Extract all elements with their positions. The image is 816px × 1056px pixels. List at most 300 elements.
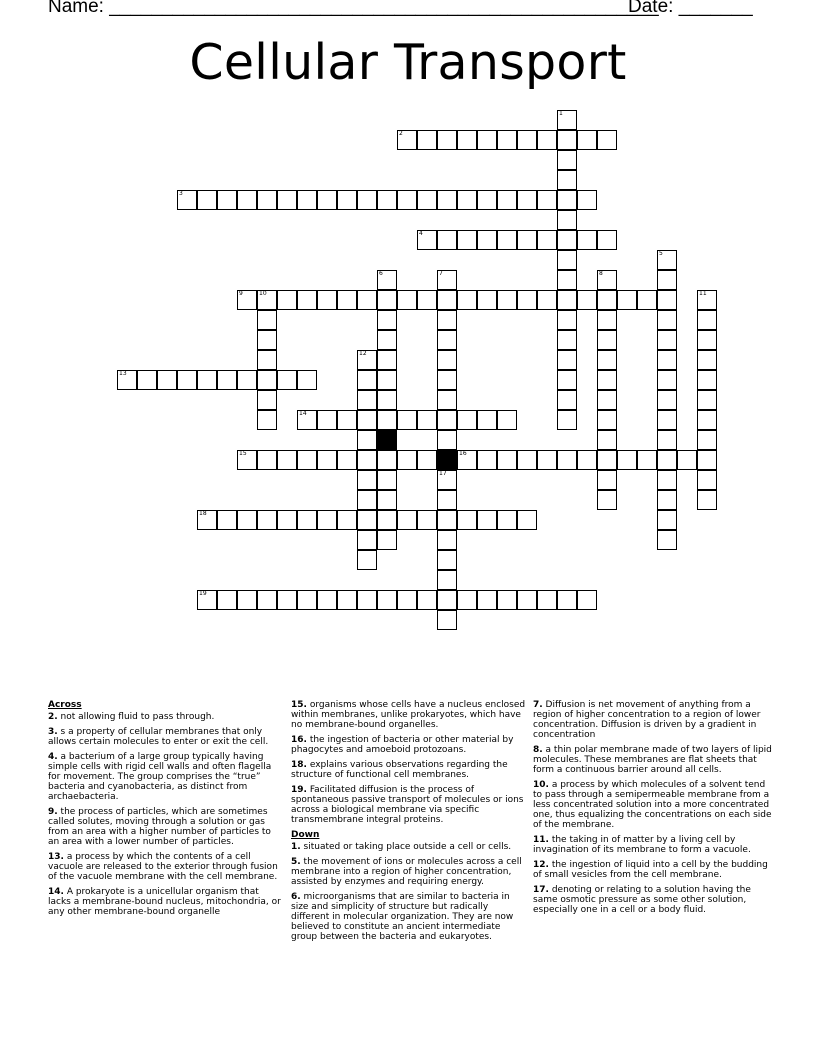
grid-cell[interactable] bbox=[617, 290, 637, 310]
grid-cell[interactable] bbox=[497, 510, 517, 530]
grid-cell[interactable] bbox=[437, 570, 457, 590]
grid-cell[interactable] bbox=[377, 270, 397, 290]
grid-cell[interactable] bbox=[617, 450, 637, 470]
grid-cell[interactable] bbox=[397, 590, 417, 610]
grid-cell[interactable] bbox=[657, 410, 677, 430]
clue-item-number: 9. bbox=[48, 807, 58, 817]
clue-item-text: Facilitated diffusion is the process of spontaneous passive transport of molecules or ions across a biological membrane via specific transmembrane integral proteins. bbox=[291, 785, 524, 825]
grid-cell[interactable] bbox=[557, 110, 577, 130]
grid-cell[interactable] bbox=[377, 450, 397, 470]
grid-cell[interactable] bbox=[357, 490, 377, 510]
grid-cell[interactable] bbox=[237, 590, 257, 610]
grid-cell[interactable] bbox=[477, 190, 497, 210]
clue-item bbox=[533, 745, 773, 775]
grid-cell[interactable] bbox=[417, 190, 437, 210]
clue-item-number: 6. bbox=[291, 892, 301, 902]
grid-cell[interactable] bbox=[697, 470, 717, 490]
grid-cell[interactable] bbox=[217, 510, 237, 530]
grid-cell[interactable] bbox=[377, 410, 397, 430]
grid-cell[interactable] bbox=[337, 590, 357, 610]
grid-cell[interactable] bbox=[657, 490, 677, 510]
grid-cell[interactable] bbox=[437, 130, 457, 150]
clue-item bbox=[291, 700, 527, 730]
clue-item-text: not allowing fluid to pass through. bbox=[57, 712, 215, 722]
grid-cell[interactable] bbox=[457, 510, 477, 530]
grid-cell[interactable] bbox=[257, 590, 277, 610]
grid-cell[interactable] bbox=[497, 450, 517, 470]
clue-item-text: a bacterium of a large group typically having simple cells with rigid cell walls and often flagella for movement. The group comprises the “true” bacteria and cyanobacteria, as distinct from archaebacteria. bbox=[48, 752, 272, 802]
grid-cell[interactable] bbox=[437, 610, 457, 630]
grid-cell[interactable] bbox=[557, 210, 577, 230]
grid-cell[interactable] bbox=[497, 410, 517, 430]
grid-cell[interactable] bbox=[537, 230, 557, 250]
grid-cell[interactable] bbox=[377, 470, 397, 490]
grid-cell[interactable] bbox=[697, 290, 717, 310]
clue-item-number: 7. bbox=[533, 700, 543, 710]
grid-cell[interactable] bbox=[237, 450, 257, 470]
grid-cell[interactable] bbox=[437, 410, 457, 430]
clue-number: 8 bbox=[599, 270, 603, 277]
clue-item bbox=[533, 860, 773, 880]
grid-cell[interactable] bbox=[417, 230, 437, 250]
grid-cell[interactable] bbox=[497, 290, 517, 310]
grid-cell[interactable] bbox=[257, 510, 277, 530]
grid-cell[interactable] bbox=[557, 230, 577, 250]
grid-cell[interactable] bbox=[377, 350, 397, 370]
grid-cell[interactable] bbox=[217, 190, 237, 210]
grid-cell[interactable] bbox=[537, 130, 557, 150]
grid-cell[interactable] bbox=[537, 290, 557, 310]
grid-cell[interactable] bbox=[657, 510, 677, 530]
grid-cell[interactable] bbox=[577, 230, 597, 250]
grid-cell[interactable] bbox=[497, 130, 517, 150]
clue-item bbox=[48, 807, 284, 847]
grid-cell[interactable] bbox=[437, 510, 457, 530]
grid-cell[interactable] bbox=[357, 470, 377, 490]
grid-cell[interactable] bbox=[697, 330, 717, 350]
grid-cell[interactable] bbox=[597, 450, 617, 470]
clue-item bbox=[291, 760, 527, 780]
grid-cell[interactable] bbox=[457, 290, 477, 310]
grid-cell[interactable] bbox=[317, 510, 337, 530]
grid-cell[interactable] bbox=[577, 450, 597, 470]
grid-cell[interactable] bbox=[297, 590, 317, 610]
grid-cell[interactable] bbox=[397, 510, 417, 530]
grid-cell[interactable] bbox=[377, 490, 397, 510]
grid-cell[interactable] bbox=[517, 230, 537, 250]
grid-cell[interactable] bbox=[557, 290, 577, 310]
clue-number: 10 bbox=[259, 290, 267, 297]
grid-cell[interactable] bbox=[477, 510, 497, 530]
grid-cell[interactable] bbox=[437, 490, 457, 510]
grid-cell[interactable] bbox=[357, 190, 377, 210]
grid-cell[interactable] bbox=[577, 190, 597, 210]
grid-cell[interactable] bbox=[557, 370, 577, 390]
grid-cell[interactable] bbox=[577, 590, 597, 610]
grid-cell[interactable] bbox=[557, 250, 577, 270]
clue-item bbox=[291, 857, 527, 887]
clue-item-number: 14. bbox=[48, 887, 64, 897]
clue-number: 16 bbox=[459, 450, 467, 457]
grid-cell[interactable] bbox=[577, 130, 597, 150]
grid-cell[interactable] bbox=[477, 590, 497, 610]
grid-cell[interactable] bbox=[557, 450, 577, 470]
grid-cell[interactable] bbox=[697, 430, 717, 450]
grid-cell[interactable] bbox=[497, 230, 517, 250]
grid-cell[interactable] bbox=[337, 510, 357, 530]
grid-cell[interactable] bbox=[377, 590, 397, 610]
clue-item-number: 4. bbox=[48, 752, 58, 762]
grid-cell[interactable] bbox=[637, 450, 657, 470]
grid-cell[interactable] bbox=[557, 150, 577, 170]
grid-cell[interactable] bbox=[317, 190, 337, 210]
grid-cell[interactable] bbox=[397, 410, 417, 430]
grid-cell[interactable] bbox=[297, 450, 317, 470]
grid-cell[interactable] bbox=[557, 190, 577, 210]
across-heading: Across bbox=[48, 700, 82, 710]
grid-cell[interactable] bbox=[317, 590, 337, 610]
grid-cell[interactable] bbox=[517, 590, 537, 610]
grid-cell[interactable] bbox=[657, 330, 677, 350]
grid-cell[interactable] bbox=[437, 190, 457, 210]
clue-number: 3 bbox=[179, 190, 183, 197]
grid-cell[interactable] bbox=[477, 290, 497, 310]
grid-cell[interactable] bbox=[597, 270, 617, 290]
grid-cell[interactable] bbox=[697, 310, 717, 330]
date-field[interactable]: Date: _______ bbox=[628, 0, 753, 17]
clue-item bbox=[291, 735, 527, 755]
grid-cell[interactable] bbox=[437, 310, 457, 330]
clue-item-text: the movement of ions or molecules across a cell membrane into a region of higher concentration, assisted by enzymes and requiring energy. bbox=[291, 857, 522, 887]
grid-cell[interactable] bbox=[417, 450, 437, 470]
grid-cell[interactable] bbox=[237, 370, 257, 390]
grid-cell[interactable] bbox=[457, 230, 477, 250]
grid-cell[interactable] bbox=[517, 190, 537, 210]
grid-cell[interactable] bbox=[257, 450, 277, 470]
grid-cell[interactable] bbox=[657, 530, 677, 550]
clue-item-text: microorganisms that are similar to bacteria in size and simplicity of structure but radically different in molecular organization. They are now believed to constitute an ancient intermediate group between the bacteria and eukaryotes. bbox=[291, 892, 514, 942]
clue-item bbox=[291, 785, 527, 825]
clue-item-text: the process of particles, which are sometimes called solutes, moving through a solution or gas from an area with a higher number of particles to an area with a lower number of particles. bbox=[48, 807, 271, 847]
clue-item bbox=[48, 852, 284, 882]
grid-cell[interactable] bbox=[557, 350, 577, 370]
grid-cell[interactable] bbox=[237, 510, 257, 530]
grid-cell[interactable] bbox=[257, 350, 277, 370]
clue-number: 18 bbox=[199, 510, 207, 517]
grid-cell[interactable] bbox=[657, 470, 677, 490]
grid-cell[interactable] bbox=[257, 190, 277, 210]
grid-cell[interactable] bbox=[297, 410, 317, 430]
clues-column-3 bbox=[533, 700, 773, 920]
grid-cell[interactable] bbox=[437, 430, 457, 450]
grid-cell[interactable] bbox=[497, 590, 517, 610]
grid-cell[interactable] bbox=[697, 410, 717, 430]
grid-cell[interactable] bbox=[337, 290, 357, 310]
grid-cell[interactable] bbox=[457, 590, 477, 610]
grid-cell[interactable] bbox=[497, 190, 517, 210]
grid-cell[interactable] bbox=[157, 370, 177, 390]
grid-cell[interactable] bbox=[397, 190, 417, 210]
clue-item-number: 11. bbox=[533, 835, 549, 845]
clue-item-text: a thin polar membrane made of two layers of lipid molecules. These membranes are flat sheets that form a continuous barrier around all cells. bbox=[533, 745, 772, 775]
grid-cell[interactable] bbox=[637, 290, 657, 310]
clue-item-text: situated or taking place outside a cell or cells. bbox=[300, 842, 512, 852]
grid-cell[interactable] bbox=[197, 190, 217, 210]
grid-cell[interactable] bbox=[477, 130, 497, 150]
grid-cell[interactable] bbox=[657, 290, 677, 310]
grid-cell[interactable] bbox=[257, 310, 277, 330]
grid-cell[interactable] bbox=[477, 450, 497, 470]
grid-cell[interactable] bbox=[697, 390, 717, 410]
grid-cell[interactable] bbox=[577, 290, 597, 310]
grid-cell[interactable] bbox=[257, 370, 277, 390]
grid-cell[interactable] bbox=[277, 590, 297, 610]
grid-cell[interactable] bbox=[297, 370, 317, 390]
clue-item-text: explains various observations regarding the structure of functional cell membranes. bbox=[291, 760, 508, 780]
clue-item-number: 19. bbox=[291, 785, 307, 795]
grid-cell[interactable] bbox=[257, 290, 277, 310]
grid-cell[interactable] bbox=[657, 450, 677, 470]
grid-cell[interactable] bbox=[537, 190, 557, 210]
grid-cell[interactable] bbox=[417, 410, 437, 430]
grid-cell[interactable] bbox=[697, 450, 717, 470]
grid-cell[interactable] bbox=[277, 510, 297, 530]
grid-cell[interactable] bbox=[437, 470, 457, 490]
clue-number: 14 bbox=[299, 410, 307, 417]
grid-cell[interactable] bbox=[417, 290, 437, 310]
grid-cell[interactable] bbox=[257, 390, 277, 410]
clue-item-number: 8. bbox=[533, 745, 543, 755]
grid-cell[interactable] bbox=[357, 390, 377, 410]
grid-cell[interactable] bbox=[297, 290, 317, 310]
grid-cell[interactable] bbox=[337, 450, 357, 470]
grid-cell[interactable] bbox=[197, 590, 217, 610]
grid-cell[interactable] bbox=[557, 270, 577, 290]
grid-cell[interactable] bbox=[517, 290, 537, 310]
grid-cell[interactable] bbox=[557, 130, 577, 150]
clue-item-number: 18. bbox=[291, 760, 307, 770]
clues-column-1 bbox=[48, 700, 284, 922]
grid-cell[interactable] bbox=[517, 450, 537, 470]
grid-cell[interactable] bbox=[437, 590, 457, 610]
grid-cell[interactable] bbox=[377, 510, 397, 530]
grid-cell[interactable] bbox=[317, 450, 337, 470]
grid-cell[interactable] bbox=[597, 430, 617, 450]
grid-cell[interactable] bbox=[597, 330, 617, 350]
clue-item bbox=[48, 712, 284, 722]
grid-cell[interactable] bbox=[457, 450, 477, 470]
clue-item-number: 16. bbox=[291, 735, 307, 745]
grid-cell[interactable] bbox=[697, 490, 717, 510]
grid-cell[interactable] bbox=[597, 310, 617, 330]
grid-cell[interactable] bbox=[357, 550, 377, 570]
clue-number: 9 bbox=[239, 290, 243, 297]
clue-item bbox=[48, 727, 284, 747]
clue-number: 5 bbox=[659, 250, 663, 257]
grid-cell[interactable] bbox=[597, 490, 617, 510]
clue-number: 4 bbox=[419, 230, 423, 237]
grid-cell[interactable] bbox=[517, 130, 537, 150]
grid-cell[interactable] bbox=[557, 310, 577, 330]
grid-cell[interactable] bbox=[557, 410, 577, 430]
grid-cell[interactable] bbox=[277, 450, 297, 470]
clue-item bbox=[533, 700, 773, 740]
clue-item-text: a process by which the contents of a cell vacuole are released to the exterior through fusion of the vacuole membrane with the cell membrane. bbox=[48, 852, 278, 882]
grid-cell[interactable] bbox=[697, 370, 717, 390]
clue-item bbox=[48, 752, 284, 802]
clue-number: 12 bbox=[359, 350, 367, 357]
clue-number: 17 bbox=[439, 470, 447, 477]
grid-cell[interactable] bbox=[657, 250, 677, 270]
clue-number: 11 bbox=[699, 290, 707, 297]
clue-item bbox=[533, 835, 773, 855]
clue-number: 2 bbox=[399, 130, 403, 137]
grid-cell[interactable] bbox=[357, 350, 377, 370]
grid-cell[interactable] bbox=[137, 370, 157, 390]
grid-cell[interactable] bbox=[557, 170, 577, 190]
grid-cell[interactable] bbox=[657, 430, 677, 450]
page-title: Cellular Transport bbox=[189, 34, 627, 91]
clue-item-text: the ingestion of bacteria or other material by phagocytes and amoeboid protozoans. bbox=[291, 735, 514, 755]
grid-cell[interactable] bbox=[657, 270, 677, 290]
grid-cell[interactable] bbox=[597, 290, 617, 310]
grid-cell[interactable] bbox=[337, 190, 357, 210]
down-heading: Down bbox=[291, 830, 320, 840]
grid-cell[interactable] bbox=[297, 190, 317, 210]
clue-number: 13 bbox=[119, 370, 127, 377]
clues-column-2 bbox=[291, 700, 527, 947]
grid-cell[interactable] bbox=[377, 290, 397, 310]
grid-cell[interactable] bbox=[357, 450, 377, 470]
grid-cell[interactable] bbox=[377, 330, 397, 350]
grid-cell[interactable] bbox=[397, 130, 417, 150]
grid-cell[interactable] bbox=[357, 370, 377, 390]
grid-cell[interactable] bbox=[377, 390, 397, 410]
grid-cell[interactable] bbox=[537, 450, 557, 470]
grid-cell[interactable] bbox=[657, 370, 677, 390]
grid-cell[interactable] bbox=[397, 450, 417, 470]
grid-cell[interactable] bbox=[557, 590, 577, 610]
grid-cell[interactable] bbox=[377, 190, 397, 210]
black-cell bbox=[437, 450, 457, 470]
grid-cell[interactable] bbox=[357, 510, 377, 530]
grid-cell[interactable] bbox=[557, 390, 577, 410]
grid-cell[interactable] bbox=[437, 550, 457, 570]
grid-cell[interactable] bbox=[677, 450, 697, 470]
grid-cell[interactable] bbox=[597, 370, 617, 390]
clue-item-text: a process by which molecules of a solvent tend to pass through a semipermeable membrane from a less concentrated solution into a more concentrated one, thus equalizing the concentrations on each side of the membrane. bbox=[533, 780, 772, 830]
grid-cell[interactable] bbox=[417, 130, 437, 150]
clue-item-number: 5. bbox=[291, 857, 301, 867]
grid-cell[interactable] bbox=[597, 230, 617, 250]
grid-cell[interactable] bbox=[177, 370, 197, 390]
grid-cell[interactable] bbox=[597, 130, 617, 150]
clue-item-number: 17. bbox=[533, 885, 549, 895]
grid-cell[interactable] bbox=[437, 370, 457, 390]
clue-item-text: the ingestion of liquid into a cell by the budding of small vesicles from the cell membrane. bbox=[533, 860, 768, 880]
grid-cell[interactable] bbox=[517, 510, 537, 530]
grid-cell[interactable] bbox=[377, 310, 397, 330]
clue-number: 19 bbox=[199, 590, 207, 597]
grid-cell[interactable] bbox=[257, 330, 277, 350]
grid-cell[interactable] bbox=[397, 290, 417, 310]
grid-cell[interactable] bbox=[317, 290, 337, 310]
grid-cell[interactable] bbox=[437, 270, 457, 290]
grid-cell[interactable] bbox=[277, 370, 297, 390]
grid-cell[interactable] bbox=[357, 410, 377, 430]
grid-cell[interactable] bbox=[437, 350, 457, 370]
grid-cell[interactable] bbox=[537, 590, 557, 610]
grid-cell[interactable] bbox=[237, 290, 257, 310]
grid-cell[interactable] bbox=[437, 390, 457, 410]
grid-cell[interactable] bbox=[597, 410, 617, 430]
grid-cell[interactable] bbox=[317, 410, 337, 430]
grid-cell[interactable] bbox=[457, 130, 477, 150]
clue-item-text: the taking in of matter by a living cell by invagination of its membrane to form a vacuole. bbox=[533, 835, 751, 855]
grid-cell[interactable] bbox=[437, 330, 457, 350]
grid-cell[interactable] bbox=[657, 350, 677, 370]
grid-cell[interactable] bbox=[297, 510, 317, 530]
clue-item-number: 12. bbox=[533, 860, 549, 870]
grid-cell[interactable] bbox=[457, 410, 477, 430]
grid-cell[interactable] bbox=[477, 230, 497, 250]
grid-cell[interactable] bbox=[237, 190, 257, 210]
grid-cell[interactable] bbox=[597, 350, 617, 370]
grid-cell[interactable] bbox=[197, 370, 217, 390]
grid-cell[interactable] bbox=[457, 190, 477, 210]
grid-cell[interactable] bbox=[277, 290, 297, 310]
grid-cell[interactable] bbox=[597, 470, 617, 490]
clue-number: 7 bbox=[439, 270, 443, 277]
grid-cell[interactable] bbox=[597, 390, 617, 410]
grid-cell[interactable] bbox=[377, 530, 397, 550]
clue-item-text: denoting or relating to a solution having the same osmotic pressure as some other solution, especially one in a cell or a body fluid. bbox=[533, 885, 751, 915]
grid-cell[interactable] bbox=[357, 290, 377, 310]
grid-cell[interactable] bbox=[197, 510, 217, 530]
grid-cell[interactable] bbox=[217, 370, 237, 390]
grid-cell[interactable] bbox=[357, 530, 377, 550]
grid-cell[interactable] bbox=[477, 410, 497, 430]
black-cell bbox=[377, 430, 397, 450]
grid-cell[interactable] bbox=[357, 590, 377, 610]
clue-item-number: 1. bbox=[291, 842, 301, 852]
name-field[interactable]: Name: ____________________________________________________ bbox=[48, 0, 659, 17]
grid-cell[interactable] bbox=[217, 590, 237, 610]
grid-cell[interactable] bbox=[337, 410, 357, 430]
grid-cell[interactable] bbox=[417, 510, 437, 530]
clue-item bbox=[291, 842, 527, 852]
clue-item bbox=[533, 885, 773, 915]
grid-cell[interactable] bbox=[657, 310, 677, 330]
clue-item-number: 3. bbox=[48, 727, 58, 737]
grid-cell[interactable] bbox=[117, 370, 137, 390]
grid-cell[interactable] bbox=[437, 230, 457, 250]
grid-cell[interactable] bbox=[177, 190, 197, 210]
grid-cell[interactable] bbox=[557, 330, 577, 350]
grid-cell[interactable] bbox=[417, 590, 437, 610]
grid-cell[interactable] bbox=[257, 410, 277, 430]
grid-cell[interactable] bbox=[657, 390, 677, 410]
grid-cell[interactable] bbox=[357, 430, 377, 450]
clue-item-number: 15. bbox=[291, 700, 307, 710]
clue-item-number: 2. bbox=[48, 712, 58, 722]
grid-cell[interactable] bbox=[437, 530, 457, 550]
grid-cell[interactable] bbox=[437, 290, 457, 310]
grid-cell[interactable] bbox=[377, 370, 397, 390]
grid-cell[interactable] bbox=[697, 350, 717, 370]
grid-cell[interactable] bbox=[277, 190, 297, 210]
clue-number: 1 bbox=[559, 110, 563, 117]
